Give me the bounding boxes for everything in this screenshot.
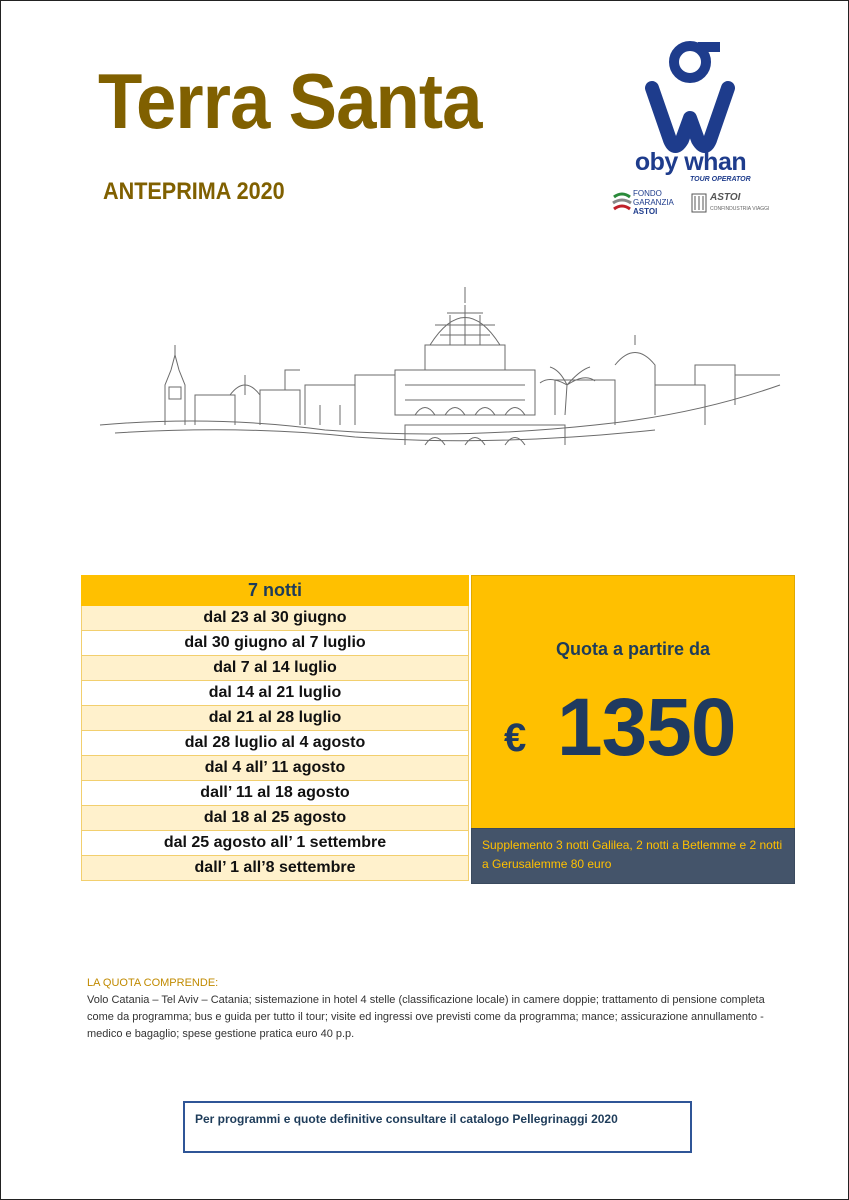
astoi-label: ASTOI	[710, 192, 741, 203]
price-label: Quota a partire da	[555, 639, 711, 659]
table-row	[82, 756, 469, 781]
date-cell: dal 23 al 30 giugno	[82, 606, 469, 631]
jerusalem-skyline-illustration	[95, 275, 785, 475]
date-cell: dall’ 11 al 18 agosto	[82, 781, 469, 806]
table-row	[82, 606, 469, 631]
table-header-row	[82, 576, 469, 606]
date-cell: dal 7 al 14 luglio	[82, 656, 469, 681]
date-cell: dall’ 1 all’8 settembre	[82, 856, 469, 881]
date-cell: dal 18 al 25 agosto	[82, 806, 469, 831]
brand-name: oby whan	[634, 148, 747, 176]
table-row	[82, 831, 469, 856]
includes-title: LA QUOTA COMPRENDE:	[87, 977, 219, 989]
page-subtitle: ANTEPRIMA 2020	[103, 178, 285, 205]
brand-tagline: TOUR OPERATOR	[690, 176, 751, 183]
price-value: 1350	[557, 682, 736, 773]
table-row	[82, 681, 469, 706]
date-cell: dal 30 giugno al 7 luglio	[82, 631, 469, 656]
table-row	[82, 781, 469, 806]
page-title: Terra Santa	[98, 57, 482, 145]
supplement-text: Supplemento 3 notti Galilea, 2 notti a Betlemme e 2 notti a Gerusalemme 80 euro	[482, 838, 783, 871]
table-row	[82, 706, 469, 731]
dates-table	[81, 575, 469, 881]
supplement-box	[471, 828, 795, 884]
date-cell: dal 14 al 21 luglio	[82, 681, 469, 706]
table-row	[82, 806, 469, 831]
date-cell: dal 4 all’ 11 agosto	[82, 756, 469, 781]
includes-text: Volo Catania – Tel Aviv – Catania; sistemazione in hotel 4 stelle (classificazione locale) in camere doppie; trattamento di pensione completa come da programma; bus e guida per tutto il tour; visite ed ingressi ove previsti come da programma; mance; assicurazione annullamento - medico e bagaglio; spese gestione pratica euro 40 p.p.	[87, 994, 765, 1040]
nights-header: 7 notti	[82, 576, 469, 606]
price-box	[471, 575, 795, 830]
price-currency: €	[504, 716, 527, 760]
date-cell: dal 21 al 28 luglio	[82, 706, 469, 731]
table-row	[82, 656, 469, 681]
date-cell: dal 28 luglio al 4 agosto	[82, 731, 469, 756]
catalog-note: Per programmi e quote definitive consultare il catalogo Pellegrinaggi 2020	[195, 1112, 618, 1126]
catalog-note-box	[183, 1101, 692, 1153]
date-cell: dal 25 agosto all’ 1 settembre	[82, 831, 469, 856]
table-row	[82, 631, 469, 656]
fondo-garanzia-label: FONDO GARANZIA ASTOI	[633, 189, 674, 216]
table-row	[82, 856, 469, 881]
table-row	[82, 731, 469, 756]
confindustria-label: CONFINDUSTRIA VIAGGI	[710, 206, 770, 212]
